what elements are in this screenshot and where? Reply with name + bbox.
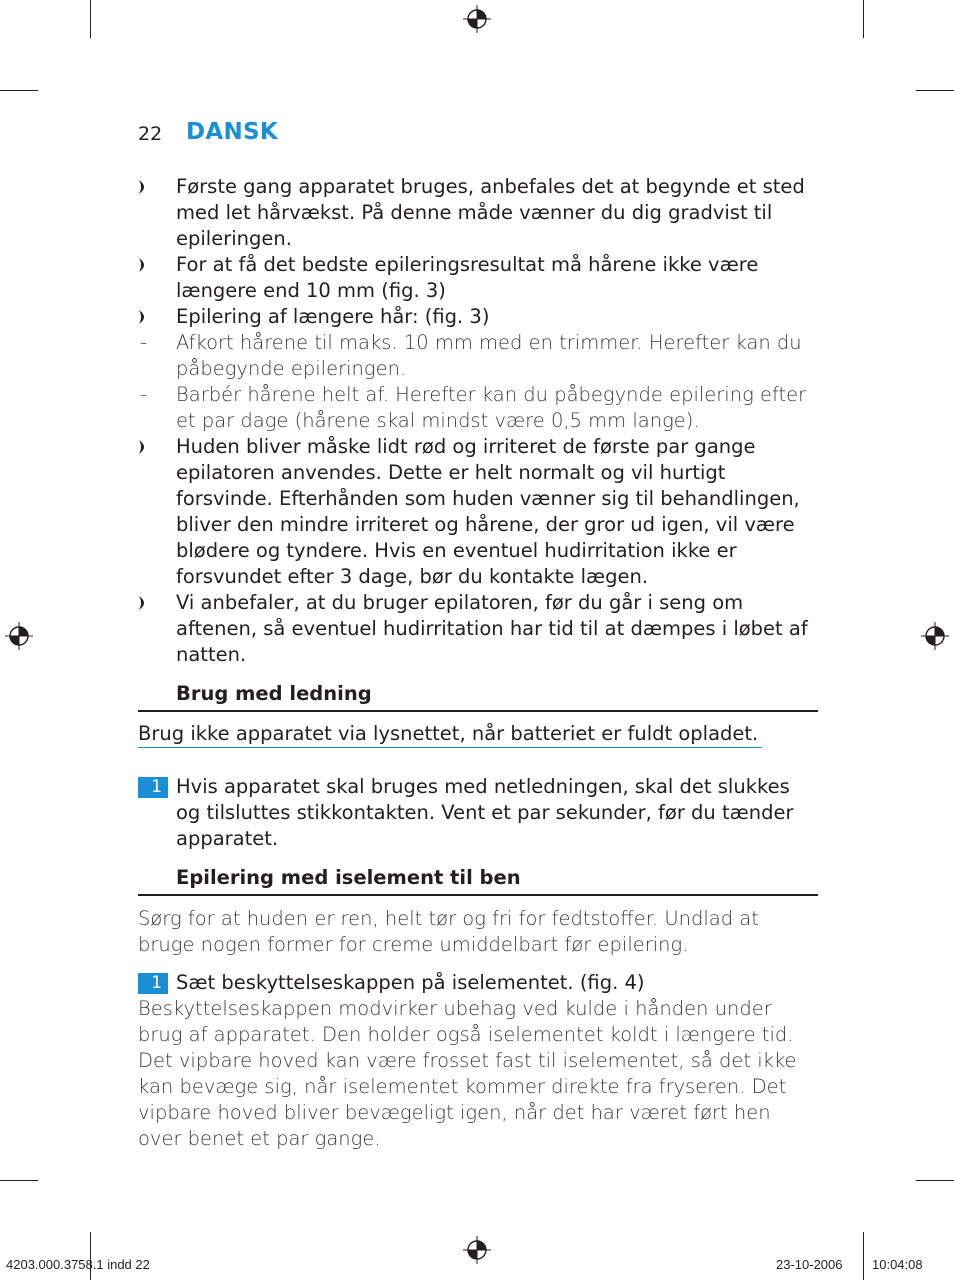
registration-mark-icon [921, 622, 949, 650]
bullet-item [138, 304, 818, 330]
crop-mark [863, 1232, 864, 1280]
crop-mark [863, 0, 864, 38]
body-paragraph: Beskyttelseskappen modvirker ubehag ved kulde i hånden under brug af apparatet. Den holder også iselementet koldt i længere tid. [138, 997, 794, 1046]
bullet-text: For at få det bedste epileringsresultat må hårene ikke være længere end 10 mm (fig. 3) [176, 253, 759, 302]
step-item [138, 774, 818, 852]
bullet-item [138, 434, 818, 590]
bullet-text: Huden bliver måske lidt rød og irriteret de første par gange epilatoren anvendes. Dette er helt normalt og vil hurtigt forsvinde. Efterhånden som huden vænner sig til behandlingen, bliver den mindre irriteret og hårene, der gror ud igen, vil være blødere og tyndere. Hvis en eventuel hudirritation ikke er forsvundet efter 3 dage, bør du kontakte lægen. [176, 435, 800, 588]
dash-text: Afkort hårene til maks. 10 mm med en trimmer. Herefter kan du påbegynde epileringen. [176, 331, 802, 380]
page-number: 22 [138, 123, 163, 145]
bullet-text: Første gang apparatet bruges, anbefales det at begynde et sted med let hårvækst. På denne måde vænner du dig gradvist til epileringen. [176, 175, 805, 250]
bullet-text: Vi anbefaler, at du bruger epilatoren, før du går i seng om aftenen, så eventuel hudirritation har tid til at dæmpes i løbet af natten. [176, 591, 808, 666]
registration-mark-icon [5, 622, 33, 650]
crop-mark [0, 1180, 38, 1181]
crop-mark [0, 90, 38, 91]
crop-mark [90, 1232, 91, 1280]
section-heading-epilering-med-iselement: Epilering med iselement til ben [176, 866, 521, 889]
bullet-icon [138, 440, 150, 454]
bullet-item [138, 590, 818, 668]
bullet-item [138, 174, 818, 252]
page-content [138, 174, 818, 1152]
intro-paragraph: Sørg for at huden er ren, helt tør og fri for fedtstoffer. Undlad at bruge nogen former for creme umiddelbart før epilering. [138, 907, 759, 956]
bullet-icon [138, 258, 150, 272]
footer-date: 23-10-2006 [776, 1257, 843, 1272]
registration-mark-icon [463, 1236, 491, 1264]
crop-mark [90, 0, 91, 38]
dash-icon: - [140, 383, 148, 406]
section-heading-brug-med-ledning: Brug med ledning [176, 682, 372, 705]
bullet-text: Epilering af længere hår: (fig. 3) [176, 305, 490, 328]
language-title: DANSK [186, 119, 279, 145]
dash-item [138, 330, 818, 382]
warning-note: Brug ikke apparatet via lysnettet, når batteriet er fuldt opladet. [138, 721, 762, 748]
bullet-icon [138, 310, 150, 324]
section-divider [138, 894, 818, 896]
registration-mark-icon [463, 5, 491, 33]
body-paragraph: Det vipbare hoved kan være frosset fast til iselementet, så det ikke kan bevæge sig, når iselementet kommer direkte fra fryseren. Det vipbare hoved bliver bevægeligt igen, når det har været ført hen over benet et par gange. [138, 1049, 797, 1150]
bullet-item [138, 252, 818, 304]
step-number: 1 [138, 777, 168, 798]
crop-mark [916, 90, 954, 91]
dash-icon: - [140, 331, 148, 354]
dash-text: Barbér hårene helt af. Herefter kan du påbegynde epilering efter et par dage (hårene skal mindst være 0,5 mm lange). [176, 383, 807, 432]
step-text: Hvis apparatet skal bruges med netledningen, skal det slukkes og tilsluttes stikkontakten. Vent et par sekunder, før du tænder apparatet. [176, 775, 794, 850]
dash-item [138, 382, 818, 434]
footer-file-info: 4203.000.3758.1 indd 22 [6, 1257, 150, 1272]
bullet-icon [138, 180, 150, 194]
step-item [138, 970, 818, 996]
footer-time: 10:04:08 [872, 1257, 923, 1272]
crop-mark [916, 1180, 954, 1181]
bullet-icon [138, 596, 150, 610]
step-number: 1 [138, 973, 168, 994]
step-text: Sæt beskyttelseskappen på iselementet. (fig. 4) [176, 971, 645, 994]
